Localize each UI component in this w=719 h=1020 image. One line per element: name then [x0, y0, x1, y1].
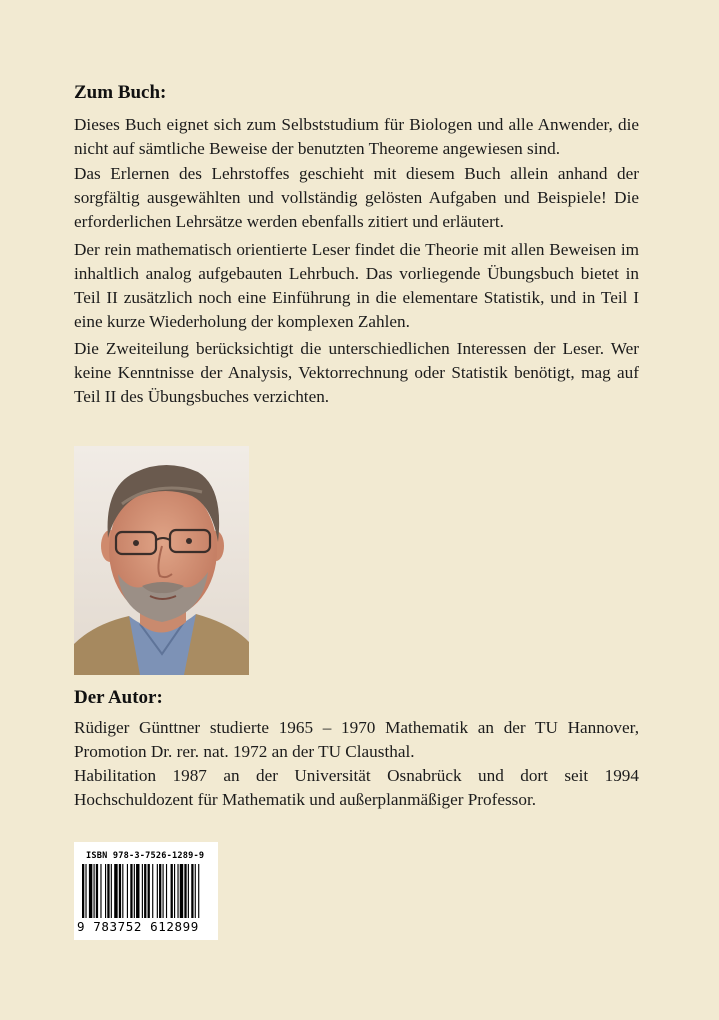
isbn-barcode [74, 842, 218, 940]
barcode-bar [136, 864, 139, 918]
barcode-bar [166, 864, 167, 918]
isbn-label: ISBN 978-3-7526-1289-9 [86, 851, 205, 861]
barcode-bars [78, 864, 214, 920]
barcode-bar [100, 864, 101, 918]
barcode-bar [195, 864, 196, 918]
barcode-bar [107, 864, 109, 918]
barcode-bar [142, 864, 143, 918]
barcode-bar [96, 864, 98, 918]
barcode-bar [152, 864, 153, 918]
barcode-bar [105, 864, 106, 918]
barcode-bar [89, 864, 92, 918]
barcode-bar [111, 864, 112, 918]
barcode-bar [122, 864, 123, 918]
isbn-digits: 9 783752 612899 [77, 919, 199, 934]
barcode-bar [163, 864, 164, 918]
barcode-bar [130, 864, 132, 918]
barcode-bar [144, 864, 146, 918]
barcode-bar [85, 864, 86, 918]
barcode-bar [171, 864, 173, 918]
barcode-bar [119, 864, 121, 918]
book-paragraph-1: Dieses Buch eignet sich zum Selbststudium für Biologen und alle Anwender, die nicht auf sämtliche Beweise der benutzten Theoreme angewiesen sind. [74, 115, 639, 158]
author-paragraph-1: Rüdiger Günttner studierte 1965 – 1970 Mathematik an der TU Hannover, Promotion Dr. rer. nat. 1972 an der TU Clausthal. [74, 718, 639, 761]
barcode-bar [180, 864, 183, 918]
book-paragraph-4: Die Zweiteilung berücksichtigt die unterschiedlichen Interessen der Leser. Wer keine Kenntnisse der Analysis, Vektorrechnung oder Statistik benötigt, mag auf Teil II des Übungsbuches verzichten. [74, 339, 639, 406]
barcode-bar [157, 864, 158, 918]
book-heading: Zum Buch: [74, 82, 167, 103]
barcode-bar [191, 864, 193, 918]
barcode-bar [159, 864, 161, 918]
barcode-bar [174, 864, 175, 918]
barcode-bar [94, 864, 95, 918]
barcode-bar [198, 864, 199, 918]
barcode-bar [184, 864, 186, 918]
author-heading: Der Autor: [74, 687, 163, 708]
barcode-bar [188, 864, 189, 918]
book-paragraph-2: Das Erlernen des Lehrstoffes geschieht mit diesem Buch allein anhand der sorgfältig ausgewählten und vollständig gelösten Aufgaben und Beispiele! Die erforderlichen Lehrsätze werden ebenfalls zitiert und erläutert. [74, 164, 639, 231]
book-paragraph-3: Der rein mathematisch orientierte Leser findet die Theorie mit allen Beweisen im inhaltlich analog aufgebauten Lehrbuch. Das vorliegende Übungsbuch bietet in Teil II zusätzlich noch eine Einführung in die elementare Statistik, und in Teil I eine kurze Wiederholung der komplexen Zahlen. [74, 240, 639, 331]
barcode-bar [114, 864, 117, 918]
barcode-bar [82, 864, 84, 918]
author-paragraph-2: Habilitation 1987 an der Universität Osnabrück und dort seit 1994 Hochschuldozent für Mathematik und außerplanmäßiger Professor. [74, 766, 639, 809]
barcode-bar [127, 864, 128, 918]
barcode-bar [177, 864, 178, 918]
barcode-bar [134, 864, 135, 918]
barcode-bar [148, 864, 150, 918]
author-photo [74, 446, 249, 675]
